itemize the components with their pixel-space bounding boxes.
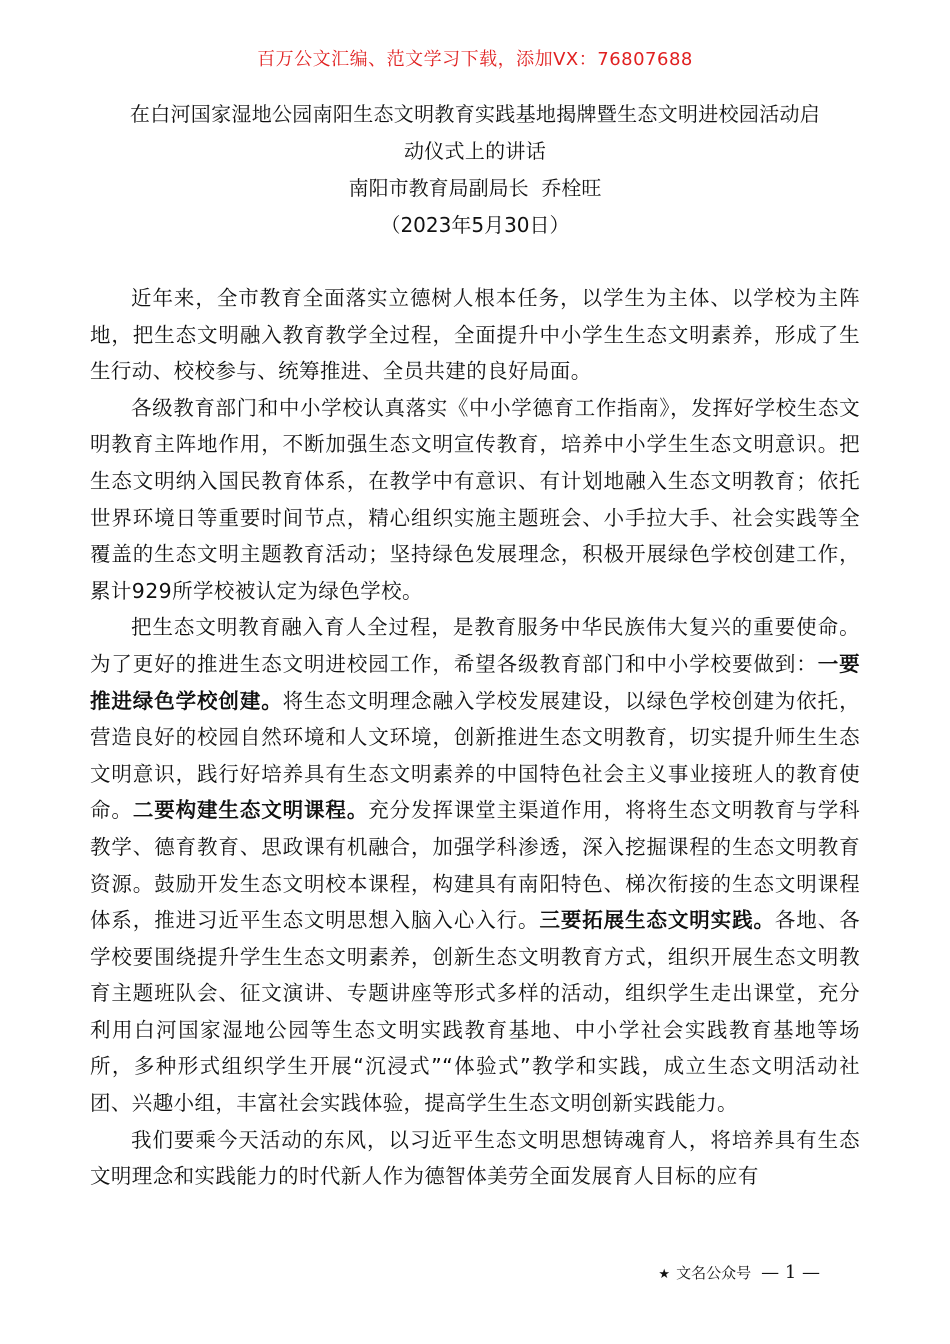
point-2-text: 充分发挥课堂主渠道作用，将将生态文明教育与学科教学、德育教育、思政课有机融合，加强学科渗透，深入挖掘课程的生态文明教育资源。鼓励开发生态文明校本课程，构建具有南阳特色、梯次衔接的生态文明课程体系，推进习近平生态文明思想入脑入心入行。 (90, 798, 860, 933)
page-footer (658, 1262, 820, 1286)
date-line: （2023年5月30日） (380, 213, 570, 237)
speech-body (90, 280, 860, 1195)
paragraph-2: 各级教育部门和中小学校认真落实《中小学德育工作指南》，发挥好学校生态文明教育主阵地作用，不断加强生态文明宣传教育，培养中小学生生态文明意识。把生态文明纳入国民教育体系，在教学中有意识、有计划地融入生态文明教育；依托世界环境日等重要时间节点，精心组织实施主题班会、小手拉大手、社会实践等全覆盖的生态文明主题教育活动；坚持绿色发展理念，积极开展绿色学校创建工作，累计929所学校被认定为绿色学校。 (90, 395, 860, 603)
point-3-heading: 三要拓展生态文明实践。 (539, 908, 775, 933)
title-line-2: 动仪式上的讲话 (403, 139, 547, 163)
speaker-line: 南阳市教育局副局长 乔栓旺 (348, 176, 602, 200)
watermark-banner: 百万公文汇编、范文学习下载，添加VX：76807688 (257, 49, 693, 70)
document-header (90, 96, 860, 244)
point-3-text: 各地、各学校要围绕提升学生生态文明素养，创新生态文明教育方式，组织开展生态文明教育主题班队会、征文演讲、专题讲座等形式多样的活动，组织学生走出课堂，充分利用白河国家湿地公园等生态文明实践教育基地、中小学社会实践教育基地等场所，多种形式组织学生开展“沉浸式”“体验式”教学和实践，成立生态文明活动社团、兴趣小组，丰富社会实践体验，提高学生生态文明创新实践能力。 (90, 908, 860, 1116)
point-1-text: 将生态文明理念融入学校发展建设，以绿色学校创建为依托，营造良好的校园自然环境和人文环境，创新推进生态文明教育，切实提升师生生态文明意识，践行好培养具有生态文明素养的中国特色社会主义事业接班人的教育使命。 (90, 688, 860, 823)
title-line-1: 在白河国家湿地公园南阳生态文明教育实践基地揭牌暨生态文明进校园活动启 (129, 102, 821, 126)
point-2-heading: 二要构建生态文明课程。 (132, 798, 369, 823)
paragraph-3-intro: 把生态文明教育融入育人全过程，是教育服务中华民族伟大复兴的重要使命。为了更好的推进生态文明进校园工作，希望各级教育部门和中小学校要做到： (90, 615, 860, 676)
star-icon: ★ (658, 1267, 671, 1282)
paragraph-4: 我们要乘今天活动的东风，以习近平生态文明思想铸魂育人，将培养具有生态文明理念和实践能力的时代新人作为德智体美劳全面发展育人目标的应有 (90, 1127, 860, 1189)
point-1-heading: 一要推进绿色学校创建。 (90, 651, 860, 713)
paragraph-1: 近年来，全市教育全面落实立德树人根本任务，以学生为主体、以学校为主阵地，把生态文明融入教育教学全过程，全面提升中小学生生态文明素养，形成了生生行动、校校参与、统筹推进、全员共建的良好局面。 (90, 286, 860, 384)
paragraph-3 (90, 609, 860, 1121)
page-number: — 1 — (761, 1262, 820, 1283)
footer-label: 文名公众号 (676, 1264, 752, 1282)
